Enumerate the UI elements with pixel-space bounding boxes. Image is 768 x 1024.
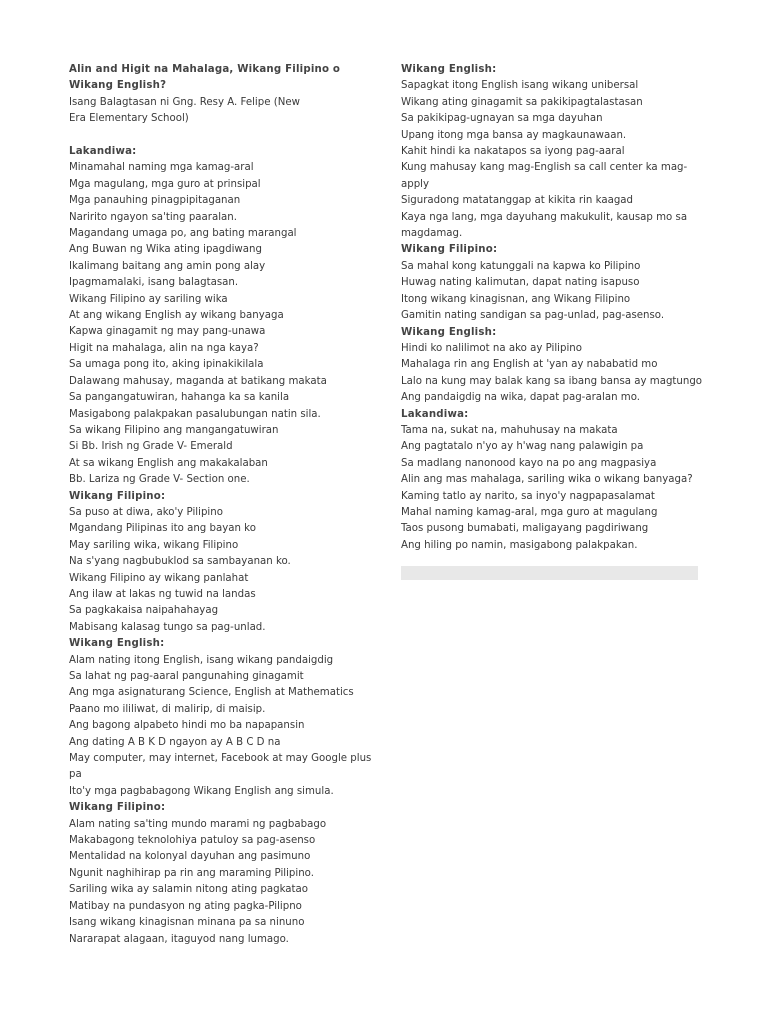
verse-line: At sa wikang English ang makakalaban — [69, 457, 268, 469]
verse-line: Matibay na pundasyon ng ating pagka-Pilipno — [69, 900, 302, 912]
speaker-heading: Wikang Filipino: — [69, 802, 166, 814]
verse-line: apply — [401, 178, 430, 190]
verse-line: Mga panauhing pinagpipitaganan — [69, 195, 241, 207]
verse-line: Upang itong mga bansa ay magkaunawaan. — [401, 129, 627, 141]
verse-line: Ang pandaigdig na wika, dapat pag-aralan mo. — [401, 392, 641, 404]
verse-line: Mgandang Pilipinas ito ang bayan ko — [69, 523, 256, 535]
verse-line: Sa lahat ng pag-aaral pangunahing ginagamit — [69, 671, 304, 683]
verse-line: Na s'yang nagbubuklod sa sambayanan ko. — [69, 556, 291, 568]
section-wikang-english-1 — [69, 636, 379, 800]
verse-line: Wikang ating ginagamit sa pakikipagtalastasan — [401, 96, 643, 108]
verse-line: magdamag. — [401, 228, 463, 240]
verse-line: Nararapat alagaan, itaguyod nang lumago. — [69, 933, 289, 945]
verse-line: Kung mahusay kang mag-English sa call center ka mag- — [401, 162, 688, 174]
section-lakandiwa-intro — [69, 144, 379, 489]
section-wikang-filipino-3 — [401, 242, 701, 324]
verse-line: Makabagong teknolohiya patuloy sa pag-asenso — [69, 835, 316, 847]
verse-line: Tama na, sukat na, mahuhusay na makata — [401, 424, 618, 436]
verse-line: Siguradong matatanggap at kikita rin kaagad — [401, 195, 633, 207]
verse-line: May sariling wika, wikang Filipino — [69, 539, 239, 551]
verse-line: Sa wikang Filipino ang mangangatuwiran — [69, 424, 279, 436]
verse-line: Paano mo ililiwat, di malirip, di maisip. — [69, 703, 266, 715]
verse-line: Mentalidad na kolonyal dayuhan ang pasimuno — [69, 851, 311, 863]
verse-line: Gamitin nating sandigan sa pag-unlad, pag-asenso. — [401, 310, 665, 322]
verse-line: Sa pagkakaisa naipahahayag — [69, 605, 219, 617]
verse-line: Ang hiling po namin, masigabong palakpakan. — [401, 539, 638, 551]
poem-title-line-1: Alin and Higit na Mahalaga, Wikang Filipino o — [69, 64, 341, 75]
verse-line: Alam nating sa'ting mundo marami ng pagbabago — [69, 818, 327, 830]
verse-line: Masigabong palakpakan pasalubungan natin sila. — [69, 408, 321, 420]
spacer — [69, 128, 379, 144]
speaker-heading: Lakandiwa: — [69, 146, 137, 158]
verse-line: Isang wikang kinagisnan minana pa sa ninuno — [69, 917, 305, 929]
verse-line: Kaya nga lang, mga dayuhang makukulit, kausap mo sa — [401, 211, 688, 223]
right-column — [401, 62, 701, 554]
section-wikang-english-2 — [401, 62, 701, 242]
speaker-heading: Wikang English: — [401, 64, 497, 75]
verse-line: Sa pakikipag-ugnayan sa mga dayuhan — [401, 113, 603, 125]
verse-line: Bb. Lariza ng Grade V- Section one. — [69, 474, 250, 486]
verse-line: Ang dating A B K D ngayon ay A B C D na — [69, 736, 281, 748]
verse-line: Minamahal naming mga kamag-aral — [69, 162, 254, 174]
verse-line: Mahal naming kamag-aral, mga guro at magulang — [401, 506, 658, 518]
verse-line: At ang wikang English ay wikang banyaga — [69, 310, 284, 322]
verse-line: Ngunit naghihirap pa rin ang maraming Pilipino. — [69, 867, 314, 879]
verse-line: Sariling wika ay salamin nitong ating pagkatao — [69, 884, 309, 896]
verse-line: Lalo na kung may balak kang sa ibang bansa ay magtungo — [401, 375, 703, 387]
verse-line: Si Bb. Irish ng Grade V- Emerald — [69, 441, 233, 453]
verse-line: Naririto ngayon sa'ting paaralan. — [69, 211, 237, 223]
verse-line: Magandang umaga po, ang bating marangal — [69, 228, 297, 240]
verse-line: Sa umaga pong ito, aking ipinakikilala — [69, 359, 264, 371]
verse-line: Ang Buwan ng Wika ating ipagdiwang — [69, 244, 262, 256]
verse-line: Mabisang kalasag tungo sa pag-unlad. — [69, 621, 266, 633]
verse-line: Mahalaga rin ang English at 'yan ay nababatid mo — [401, 359, 658, 371]
verse-line: pa — [69, 769, 82, 781]
verse-line: Mga magulang, mga guro at prinsipal — [69, 178, 261, 190]
speaker-heading: Wikang Filipino: — [401, 244, 498, 256]
left-column — [69, 62, 379, 948]
poem-title-line-2: Wikang English? — [69, 80, 167, 92]
speaker-heading: Wikang Filipino: — [69, 490, 166, 502]
verse-line: Hindi ko nalilimot na ako ay Pilipino — [401, 342, 582, 354]
verse-line: Sa madlang nanonood kayo na po ang magpasiya — [401, 457, 657, 469]
verse-line: Kapwa ginagamit ng may pang-unawa — [69, 326, 266, 338]
section-wikang-english-3 — [401, 325, 701, 407]
verse-line: Ang pagtatalo n'yo ay h'wag nang palawigin pa — [401, 441, 644, 453]
verse-line: Kaming tatlo ay narito, sa inyo'y nagpapasalamat — [401, 490, 655, 502]
author-line-2: Era Elementary School) — [69, 113, 189, 125]
verse-line: Kahit hindi ka nakatapos sa iyong pag-aaral — [401, 146, 625, 158]
verse-line: Ikalimang baitang ang amin pong alay — [69, 260, 266, 272]
verse-line: May computer, may internet, Facebook at may Google plus — [69, 753, 372, 765]
verse-line: Ito'y mga pagbabagong Wikang English ang simula. — [69, 785, 334, 797]
verse-line: Sa pangangatuwiran, hahanga ka sa kanila — [69, 392, 290, 404]
section-wikang-filipino-2 — [69, 800, 379, 948]
section-lakandiwa-closing — [401, 407, 701, 555]
verse-line: Wikang Filipino ay wikang panlahat — [69, 572, 249, 584]
speaker-heading: Wikang English: — [69, 638, 165, 650]
verse-line: Ang bagong alpabeto hindi mo ba napapansin — [69, 720, 305, 732]
author-line-1: Isang Balagtasan ni Gng. Resy A. Felipe (New — [69, 96, 300, 108]
verse-line: Ipagmamalaki, isang balagtasan. — [69, 277, 239, 289]
verse-line: Ang mga asignaturang Science, English at Mathematics — [69, 687, 354, 699]
verse-line: Dalawang mahusay, maganda at batikang makata — [69, 375, 327, 387]
speaker-heading: Wikang English: — [401, 326, 497, 338]
verse-line: Huwag nating kalimutan, dapat nating isapuso — [401, 277, 640, 289]
verse-line: Alam nating itong English, isang wikang pandaigdig — [69, 654, 334, 666]
verse-line: Sapagkat itong English isang wikang unibersal — [401, 80, 639, 92]
verse-line: Ang ilaw at lakas ng tuwid na landas — [69, 588, 256, 600]
speaker-heading: Lakandiwa: — [401, 408, 469, 420]
verse-line: Wikang Filipino ay sariling wika — [69, 293, 228, 305]
verse-line: Taos pusong bumabati, maligayang pagdiriwang — [401, 523, 649, 535]
verse-line: Sa mahal kong katunggali na kapwa ko Pilipino — [401, 260, 641, 272]
verse-line: Alin ang mas mahalaga, sariling wika o wikang banyaga? — [401, 474, 693, 486]
section-wikang-filipino-1 — [69, 489, 379, 637]
page-divider-bar — [401, 566, 698, 580]
verse-line: Itong wikang kinagisnan, ang Wikang Filipino — [401, 293, 631, 305]
verse-line: Higit na mahalaga, alin na nga kaya? — [69, 342, 259, 354]
verse-line: Sa puso at diwa, ako'y Pilipino — [69, 506, 223, 518]
